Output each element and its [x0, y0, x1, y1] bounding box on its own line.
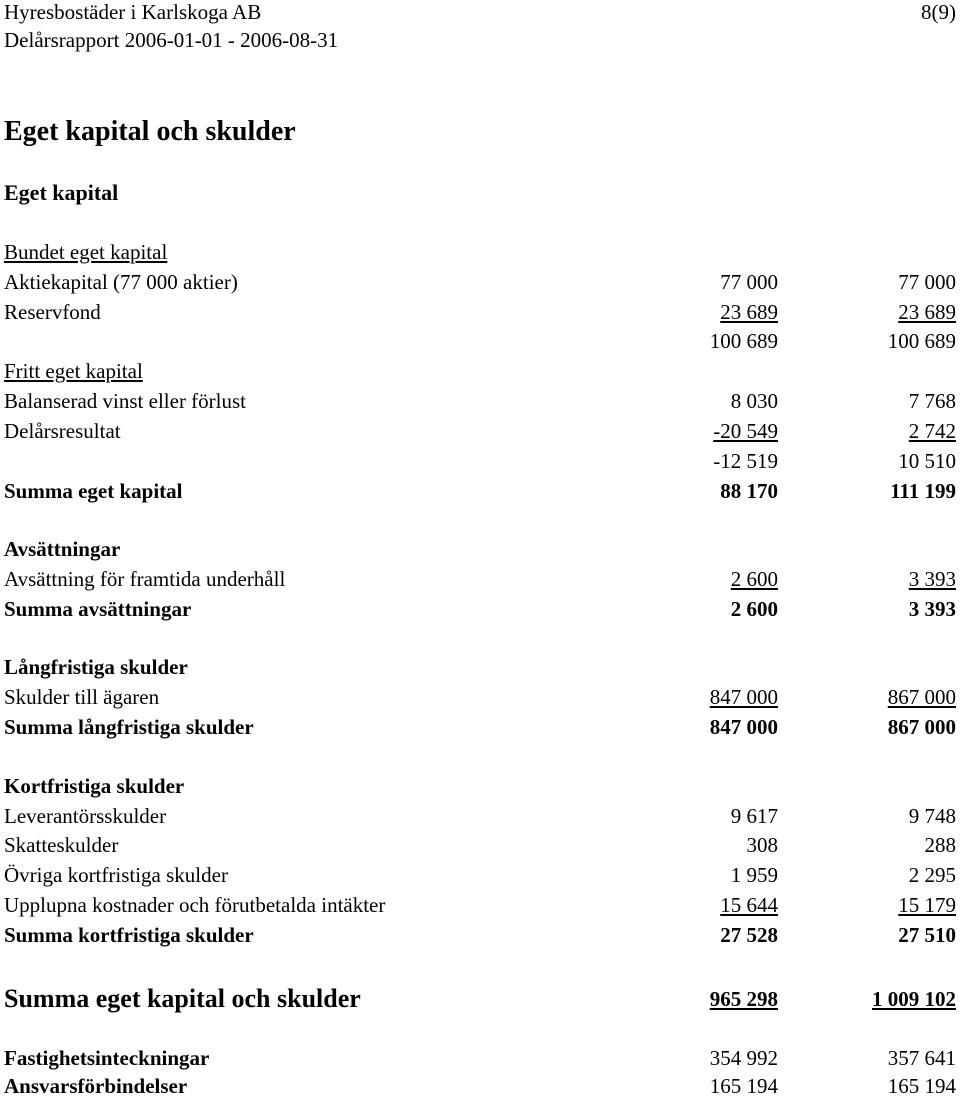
row-label: Aktiekapital (77 000 aktier): [4, 270, 238, 294]
row-label: Långfristiga skulder: [4, 655, 188, 679]
value-2006: 23 689: [720, 300, 778, 324]
row-label: Fastighetsinteckningar: [4, 1046, 210, 1070]
row-label: Kortfristiga skulder: [4, 774, 185, 798]
row-label: Skulder till ägaren: [4, 685, 160, 709]
value-2006: -12 519: [713, 449, 778, 473]
value-2006: 1 959: [730, 863, 778, 887]
value-2005: 3 393: [908, 597, 956, 621]
row-label: Summa eget kapital: [4, 479, 183, 503]
value-2005: 288: [924, 833, 956, 857]
section-heading: [0, 772, 960, 800]
row-label: Ansvarsförbindelser: [4, 1074, 188, 1098]
total-row: [0, 921, 960, 949]
value-2005: 2 295: [908, 863, 956, 887]
value-2005: 10 510: [898, 449, 956, 473]
value-2005: 111 199: [890, 479, 956, 503]
row-label: Bundet eget kapital: [4, 240, 168, 264]
subtotal-row: [0, 447, 960, 475]
row-label: Avsättning för framtida underhåll: [4, 567, 286, 591]
row-label: Fritt eget kapital: [4, 359, 143, 383]
table-row: [0, 891, 960, 919]
value-2006: 165 194: [709, 1074, 778, 1098]
value-2006: 308: [746, 833, 778, 857]
row-label: Övriga kortfristiga skulder: [4, 863, 228, 887]
subtotal-row: [0, 327, 960, 355]
value-2005: 77 000: [898, 270, 956, 294]
value-2006: 847 000: [709, 715, 778, 739]
section-heading: [0, 653, 960, 681]
value-2006: 8 030: [730, 389, 778, 413]
row-label: Delårsresultat: [4, 419, 121, 443]
table-row: [0, 1072, 960, 1100]
value-2005: 357 641: [887, 1046, 956, 1070]
table-row: [0, 683, 960, 711]
table-row: [0, 1044, 960, 1072]
value-2005: 23 689: [898, 300, 956, 324]
row-label: Summa eget kapital och skulder: [4, 984, 361, 1013]
section-heading: [0, 535, 960, 563]
subheading-fritt: [0, 357, 960, 385]
row-label: Skatteskulder: [4, 833, 119, 857]
table-row: [0, 268, 960, 296]
value-2006: 2 600: [730, 597, 778, 621]
table-row: [0, 417, 960, 445]
value-2006: 15 644: [720, 893, 778, 917]
value-2006: 2 600: [730, 567, 778, 591]
value-2005: 3 393: [908, 567, 956, 591]
value-2005: 27 510: [898, 923, 956, 947]
value-2006: 27 528: [720, 923, 778, 947]
row-label: Avsättningar: [4, 537, 121, 561]
table-row: [0, 831, 960, 859]
value-2005: 867 000: [887, 715, 956, 739]
total-row: [0, 713, 960, 741]
value-2005: 1 009 102: [872, 987, 956, 1011]
table-row: [0, 387, 960, 415]
row-label: Summa kortfristiga skulder: [4, 923, 254, 947]
company-name: Hyresbostäder i Karlskoga AB: [4, 0, 262, 24]
value-2006: 847 000: [709, 685, 778, 709]
value-2006: 77 000: [720, 270, 778, 294]
value-2006: 88 170: [720, 479, 778, 503]
value-2006: -20 549: [713, 419, 778, 443]
value-2005: 165 194: [887, 1074, 956, 1098]
grand-total-row: [0, 982, 960, 1016]
section-heading-eget-kapital: Eget kapital: [4, 180, 119, 205]
table-row: [0, 565, 960, 593]
value-2005: 7 768: [908, 389, 956, 413]
value-2005: 2 742: [908, 419, 956, 443]
page-number: 8(9): [921, 0, 956, 24]
total-row: [0, 477, 960, 505]
value-2005: 867 000: [887, 685, 956, 709]
table-row: [0, 802, 960, 830]
value-2006: 354 992: [709, 1046, 778, 1070]
row-label: Leverantörsskulder: [4, 804, 167, 828]
subheading-bundet: [0, 238, 960, 266]
value-2006: 100 689: [709, 329, 778, 353]
value-2006: 965 298: [709, 987, 778, 1011]
total-row: [0, 595, 960, 623]
value-2006: 9 617: [730, 804, 778, 828]
value-2005: 9 748: [908, 804, 956, 828]
table-row: [0, 298, 960, 326]
row-label: Summa avsättningar: [4, 597, 192, 621]
report-period: Delårsrapport 2006-01-01 - 2006-08-31: [4, 28, 339, 52]
row-label: Reservfond: [4, 300, 101, 324]
value-2005: 100 689: [887, 329, 956, 353]
page-title: Eget kapital och skulder: [4, 116, 296, 147]
value-2005: 15 179: [898, 893, 956, 917]
table-row: [0, 861, 960, 889]
row-label: Balanserad vinst eller förlust: [4, 389, 247, 413]
row-label: Upplupna kostnader och förutbetalda intäkter: [4, 893, 386, 917]
row-label: Summa långfristiga skulder: [4, 715, 254, 739]
